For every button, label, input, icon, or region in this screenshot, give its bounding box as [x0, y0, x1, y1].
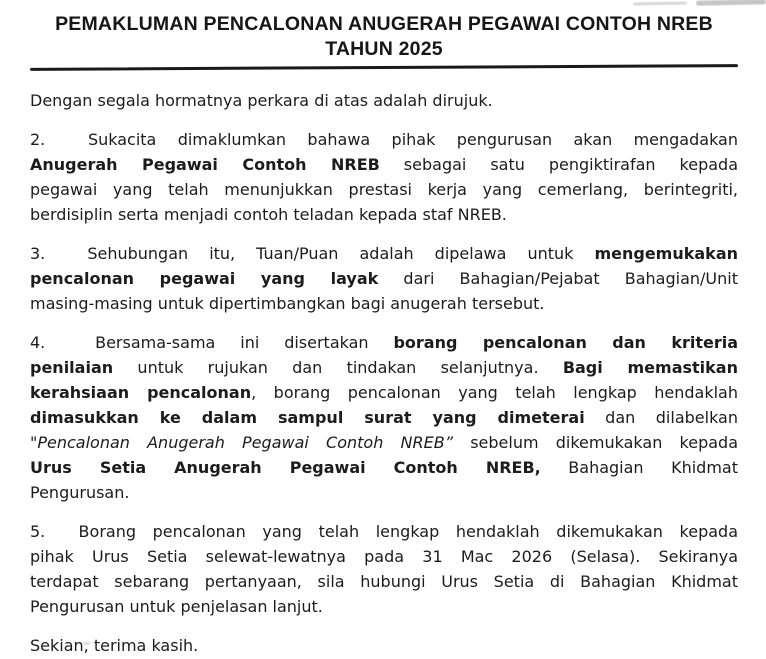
text-line [30, 480, 738, 505]
text-segment: sebagai satu pengiktirafan kepada [379, 155, 739, 174]
text-line [30, 88, 738, 113]
text-segment: pencalonan pegawai yang layak [30, 269, 379, 288]
text-segment: terdapat sebarang pertanyaan, sila hubungi Urus Setia di Bahagian Khidmat [30, 572, 738, 591]
paragraph [30, 241, 738, 316]
text-line [30, 241, 738, 266]
text-line [30, 330, 738, 355]
text-line [30, 355, 738, 380]
document-body [30, 88, 738, 658]
text-line [30, 152, 738, 177]
text-line [30, 455, 738, 480]
text-line [30, 266, 738, 291]
text-segment: Bagi memastikan [562, 358, 738, 377]
text-segment: 2. Sukacita dimaklumkan bahawa pihak pengurusan akan mengadakan [30, 130, 738, 149]
text-segment: dari Bahagian/Pejabat Bahagian/Unit [378, 269, 738, 288]
text-segment: kerahsiaan pencalonan [30, 383, 252, 402]
text-line [30, 594, 738, 619]
text-segment: 5. Borang pencalonan yang telah lengkap hendaklah dikemukakan kepada [30, 522, 738, 541]
text-segment: Bahagian Khidmat [540, 458, 739, 477]
page-title [30, 12, 738, 62]
paragraph [30, 519, 738, 619]
text-segment: Pengurusan. [30, 483, 130, 502]
text-segment: Pengurusan untuk penjelasan lanjut. [30, 597, 323, 616]
paragraph [30, 88, 738, 113]
text-segment: borang pencalonan dan kriteria [393, 333, 738, 352]
text-line [30, 405, 738, 430]
text-segment: dimasukkan ke dalam sampul surat yang dimeterai [30, 408, 585, 427]
paragraph [30, 127, 738, 227]
text-segment: penilaian [30, 358, 114, 377]
text-line [30, 177, 738, 202]
text-segment: untuk rujukan dan tindakan selanjutnya. [113, 358, 563, 377]
text-line [30, 519, 738, 544]
text-segment: Sekian, terima kasih. [30, 636, 199, 655]
scan-artifact [696, 0, 766, 6]
text-segment: berdisiplin serta menjadi contoh teladan kepada staf NREB. [30, 205, 507, 224]
text-segment: Urus Setia Anugerah Pegawai Contoh NREB, [30, 458, 541, 477]
text-segment: pihak Urus Setia selewat-lewatnya pada 31 Mac 2026 (Selasa). Sekiranya [30, 547, 738, 566]
title-underline [30, 64, 738, 71]
scan-artifact [633, 2, 687, 6]
text-line [30, 633, 738, 658]
document-content [30, 12, 738, 658]
text-line [30, 127, 738, 152]
title-line-2: TAHUN 2025 [325, 38, 443, 60]
text-line [30, 430, 738, 455]
text-segment: , borang pencalonan yang telah lengkap hendaklah [251, 383, 738, 402]
text-line [30, 291, 738, 316]
text-segment: dan dilabelkan [584, 408, 738, 427]
text-segment: 4. Bersama-sama ini disertakan [30, 333, 394, 352]
text-line [30, 544, 738, 569]
paragraph [30, 330, 738, 505]
text-segment: Anugerah Pegawai Contoh NREB [30, 155, 380, 174]
text-line [30, 569, 738, 594]
text-segment: mengemukakan [594, 244, 738, 263]
text-segment: sebelum dikemukakan kepada [453, 433, 739, 452]
text-segment: Dengan segala hormatnya perkara di atas adalah dirujuk. [30, 91, 493, 110]
paragraph [30, 633, 738, 658]
text-line [30, 380, 738, 405]
text-segment: 3. Sehubungan itu, Tuan/Puan adalah dipelawa untuk [30, 244, 595, 263]
text-line [30, 202, 738, 227]
title-line-1: PEMAKLUMAN PENCALONAN ANUGERAH PEGAWAI CONTOH NREB [55, 13, 713, 35]
text-segment: "Pencalonan Anugerah Pegawai Contoh NREB” [30, 433, 454, 452]
text-segment: masing-masing untuk dipertimbangkan bagi anugerah tersebut. [30, 294, 545, 313]
text-segment: pegawai yang telah menunjukkan prestasi kerja yang cemerlang, berintegriti, [30, 180, 738, 199]
